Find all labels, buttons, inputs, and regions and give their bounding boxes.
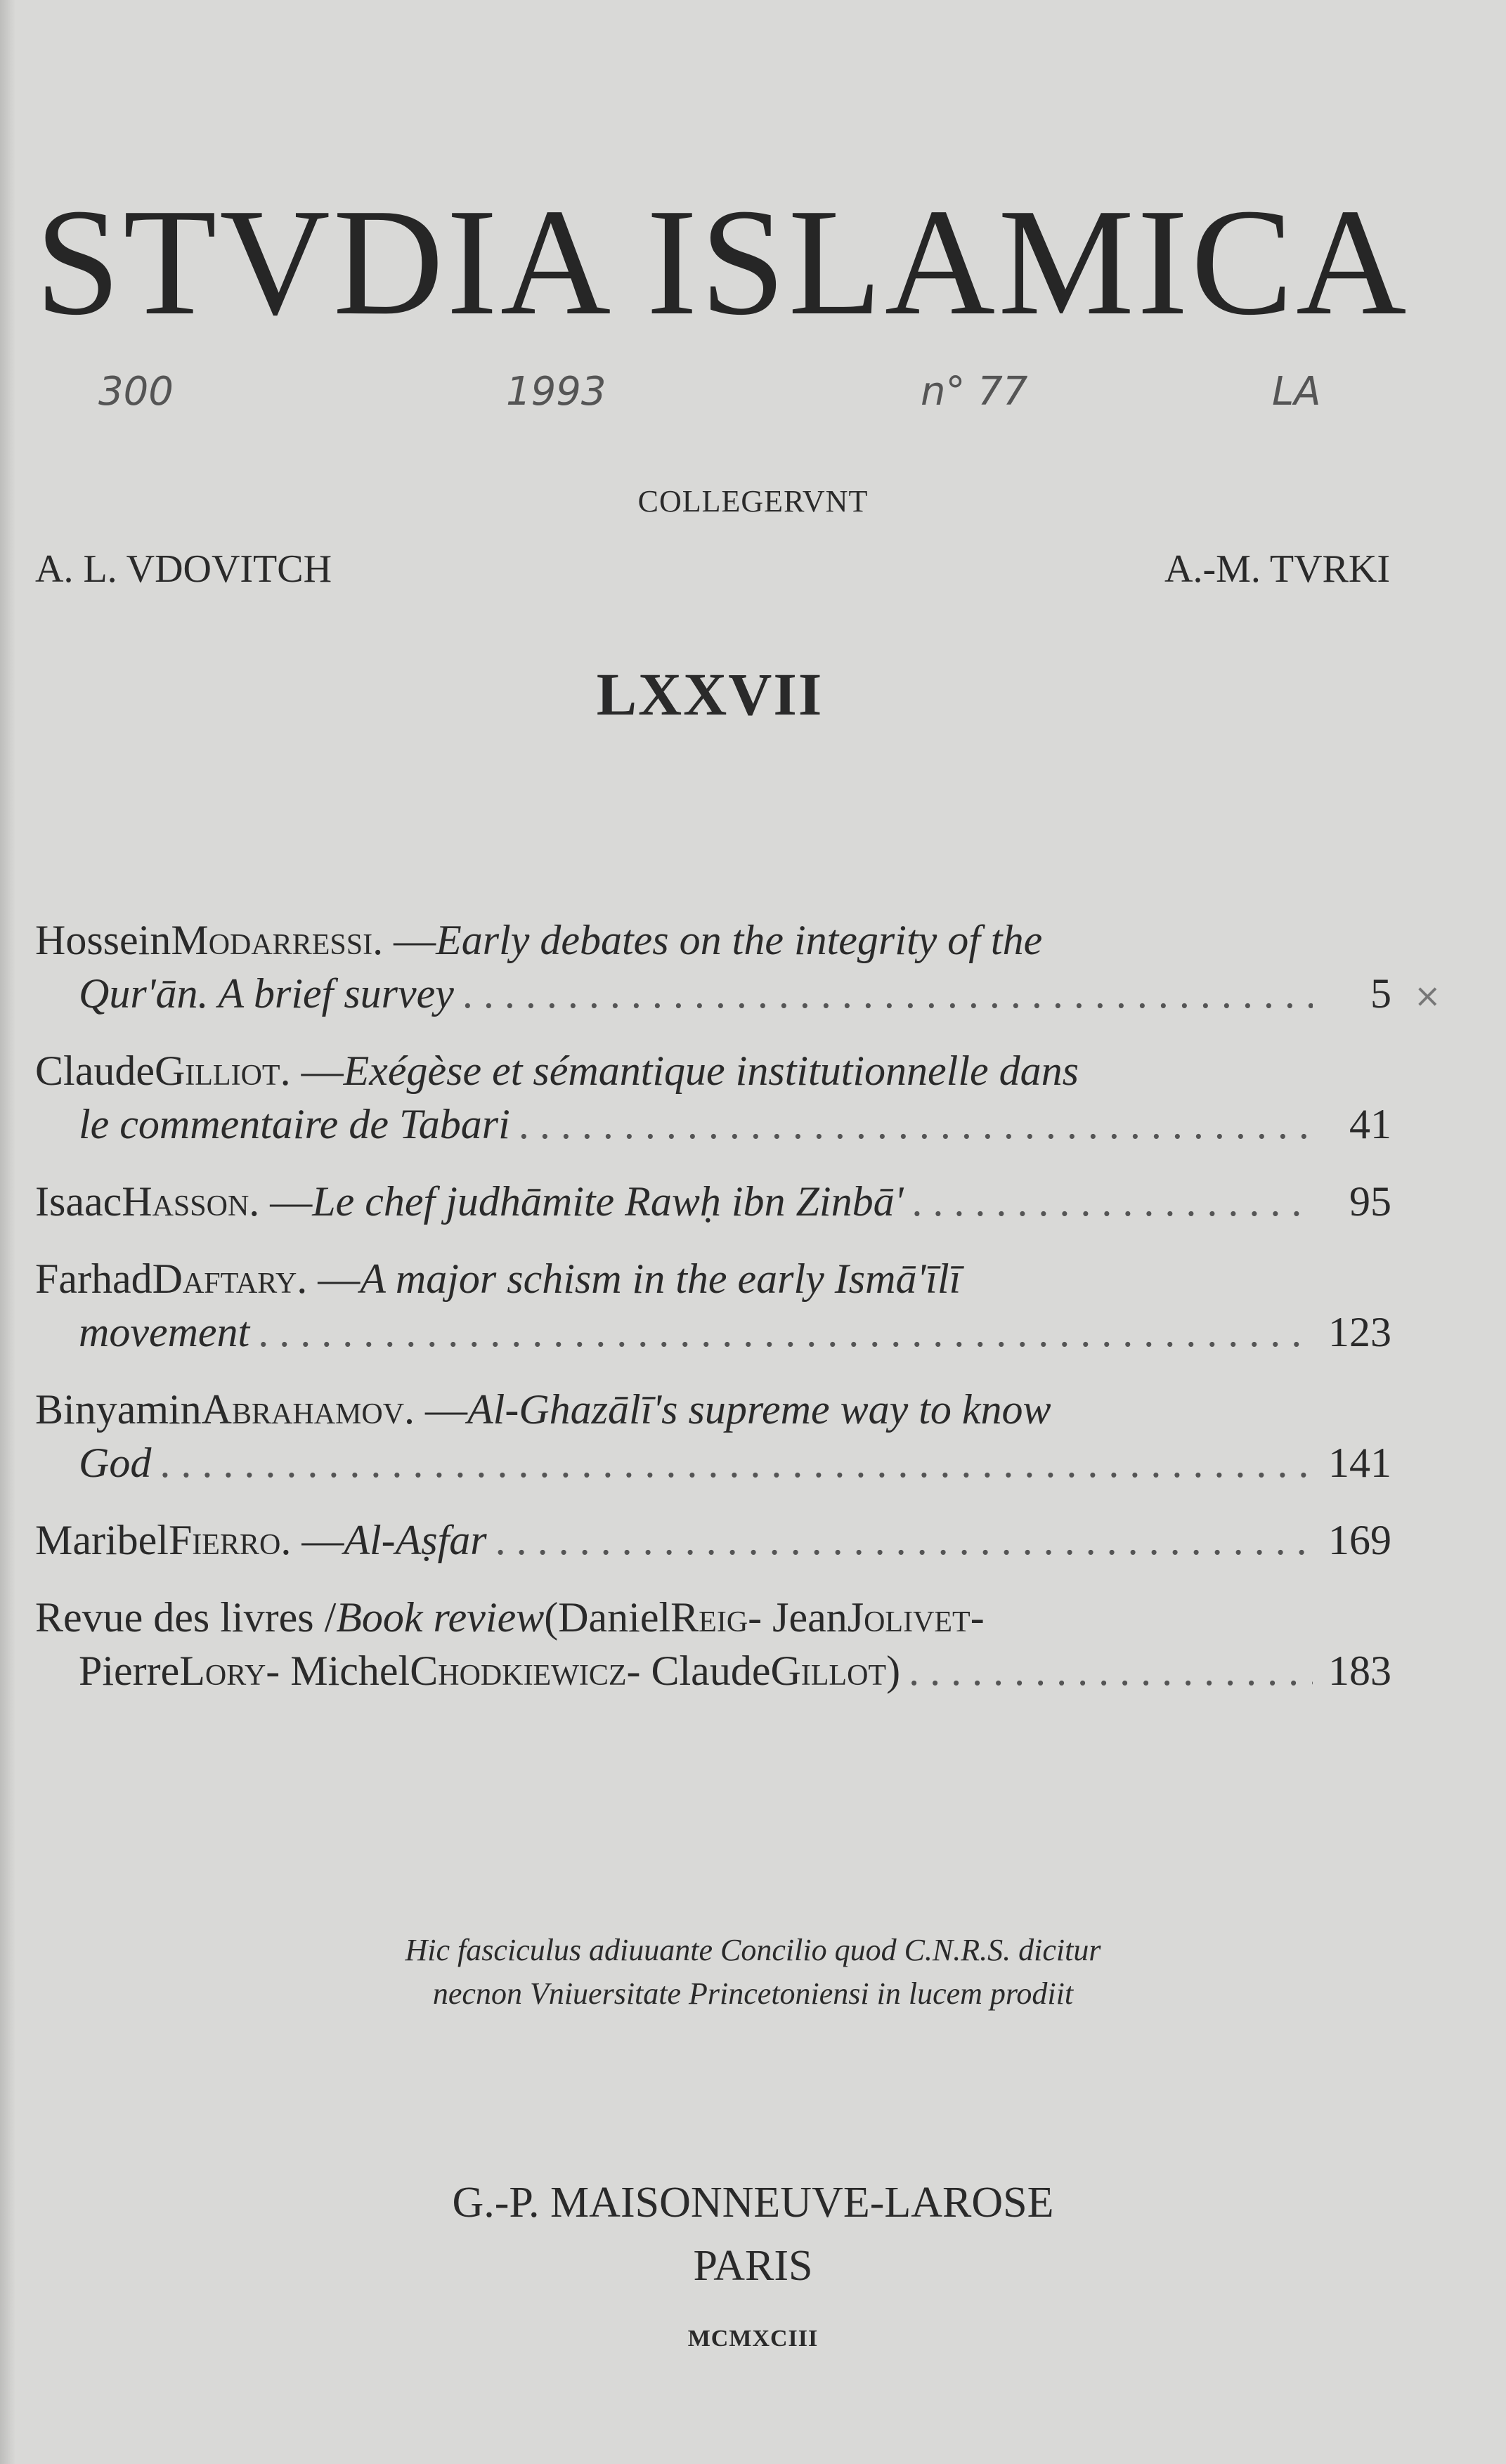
handwritten-issue: n° 77 xyxy=(921,369,1028,415)
toc-separator: . — xyxy=(404,1386,468,1433)
toc-line xyxy=(35,1591,1391,1644)
leader-dots xyxy=(160,1436,1313,1490)
toc-reviewer: Gillot xyxy=(770,1648,887,1694)
toc-article-title: Early debates on the integrity of the xyxy=(436,917,1043,963)
toc-article-title-cont: le commentaire de Tabari xyxy=(79,1101,510,1147)
toc-page-number: 95 xyxy=(1349,1178,1391,1225)
toc-article-title: Exégèse et sémantique institutionnelle dans xyxy=(343,1048,1079,1094)
toc-entry xyxy=(35,1383,1391,1490)
toc-article-title: Al-Aṣfar xyxy=(344,1517,487,1563)
toc-page-number: 183 xyxy=(1328,1648,1391,1694)
toc-author-last: Abrahamov xyxy=(201,1386,405,1433)
toc-article-title-cont: God xyxy=(79,1440,152,1486)
toc-author-first: Isaac xyxy=(35,1178,122,1225)
editor-left: A. L. VDOVITCH xyxy=(35,547,332,591)
toc-text: Pierre xyxy=(79,1648,180,1694)
toc-reviewer: Chodkiewicz xyxy=(410,1648,627,1694)
toc-text: - Michel xyxy=(266,1648,410,1694)
colophon-line: Hic fasciculus adiuuante Concilio quod C.N.R.S. dicitur xyxy=(405,1933,1101,1967)
toc-article-title: A major schism in the early Ismā'īlī xyxy=(360,1256,961,1302)
toc-line xyxy=(35,1305,1391,1359)
toc-entry xyxy=(35,1044,1391,1151)
toc-article-title-cont: movement xyxy=(79,1309,250,1355)
toc-page-number: 141 xyxy=(1328,1440,1391,1486)
toc-line xyxy=(35,1044,1391,1097)
toc-entry xyxy=(35,1252,1391,1359)
toc-author-first: Farhad xyxy=(35,1256,152,1302)
colophon xyxy=(0,1929,1506,2016)
toc-page-number: 169 xyxy=(1328,1517,1391,1563)
toc-reviewer: Lory xyxy=(179,1648,266,1694)
volume-number: LXXVII xyxy=(596,660,824,728)
toc-review-lead: Revue des livres / xyxy=(35,1594,337,1641)
leader-dots xyxy=(519,1097,1313,1151)
leader-dots xyxy=(462,967,1313,1020)
leader-dots xyxy=(909,1644,1313,1697)
toc-line xyxy=(35,1436,1391,1490)
toc-line xyxy=(35,1383,1391,1436)
binding-shadow xyxy=(0,0,15,2464)
toc-author-first: Maribel xyxy=(35,1517,169,1563)
toc-entry xyxy=(35,913,1391,1020)
toc-author-last: Hasson xyxy=(122,1178,249,1225)
toc-author-first: Binyamin xyxy=(35,1386,202,1433)
toc-separator: . — xyxy=(280,1517,344,1563)
toc-article-title-cont: Qur'ān. A brief survey xyxy=(79,970,454,1017)
toc-text: - xyxy=(970,1594,985,1641)
handwritten-initials: LA xyxy=(1272,369,1321,415)
publication-year: MCMXCIII xyxy=(687,2326,819,2352)
toc-text: (Daniel xyxy=(544,1594,671,1641)
toc-text: - Claude xyxy=(626,1648,771,1694)
publisher-city: PARIS xyxy=(693,2242,813,2290)
toc-line xyxy=(35,967,1391,1020)
table-of-contents xyxy=(35,913,1391,1721)
toc-entry xyxy=(35,1175,1391,1228)
leader-dots xyxy=(495,1513,1313,1567)
toc-entry xyxy=(35,1513,1391,1567)
toc-reviewer: Reig xyxy=(670,1594,748,1641)
colophon-line: necnon Vniuersitate Princetoniensi in lucem prodiit xyxy=(432,1976,1074,2011)
toc-article-title: Le chef judhāmite Rawḥ ibn Zinbā' xyxy=(312,1178,904,1225)
toc-line xyxy=(35,1644,1391,1697)
toc-line xyxy=(35,913,1391,967)
toc-article-title: Al-Ghazālī's supreme way to know xyxy=(467,1386,1051,1433)
toc-author-first: Claude xyxy=(35,1048,155,1094)
pencil-mark: × xyxy=(1414,977,1441,1015)
toc-reviewer: Jolivet xyxy=(847,1594,971,1641)
toc-separator: . — xyxy=(280,1048,344,1094)
leader-dots xyxy=(258,1305,1313,1359)
toc-separator: . — xyxy=(372,917,436,963)
toc-line xyxy=(35,1175,1391,1228)
editor-right: A.-M. TVRKI xyxy=(1164,547,1390,591)
toc-author-last: Fierro xyxy=(168,1517,281,1563)
toc-text: ) xyxy=(886,1648,901,1694)
toc-author-last: Modarressi xyxy=(171,917,373,963)
journal-title: STVDIA ISLAMICA xyxy=(35,178,1410,347)
toc-line xyxy=(35,1513,1391,1567)
publisher: G.-P. MAISONNEUVE-LAROSE xyxy=(452,2179,1054,2227)
toc-page-number: 5 xyxy=(1370,970,1391,1017)
toc-line xyxy=(35,1097,1391,1151)
toc-review-lead-italic: Book review xyxy=(336,1594,545,1641)
toc-text: - Jean xyxy=(748,1594,848,1641)
handwritten-year: 1993 xyxy=(506,369,606,415)
toc-page-number: 123 xyxy=(1328,1309,1391,1355)
collegervnt-label: COLLEGERVNT xyxy=(637,484,869,519)
toc-page-number: 41 xyxy=(1349,1101,1391,1147)
toc-author-first: Hossein xyxy=(35,917,171,963)
toc-separator: . — xyxy=(249,1178,313,1225)
leader-dots xyxy=(911,1175,1313,1228)
toc-author-last: Daftary xyxy=(152,1256,297,1302)
toc-line xyxy=(35,1252,1391,1305)
toc-separator: . — xyxy=(297,1256,361,1302)
handwritten-call-number: 300 xyxy=(98,369,174,415)
toc-author-last: Gilliot xyxy=(154,1048,280,1094)
toc-entry-reviews xyxy=(35,1591,1391,1697)
